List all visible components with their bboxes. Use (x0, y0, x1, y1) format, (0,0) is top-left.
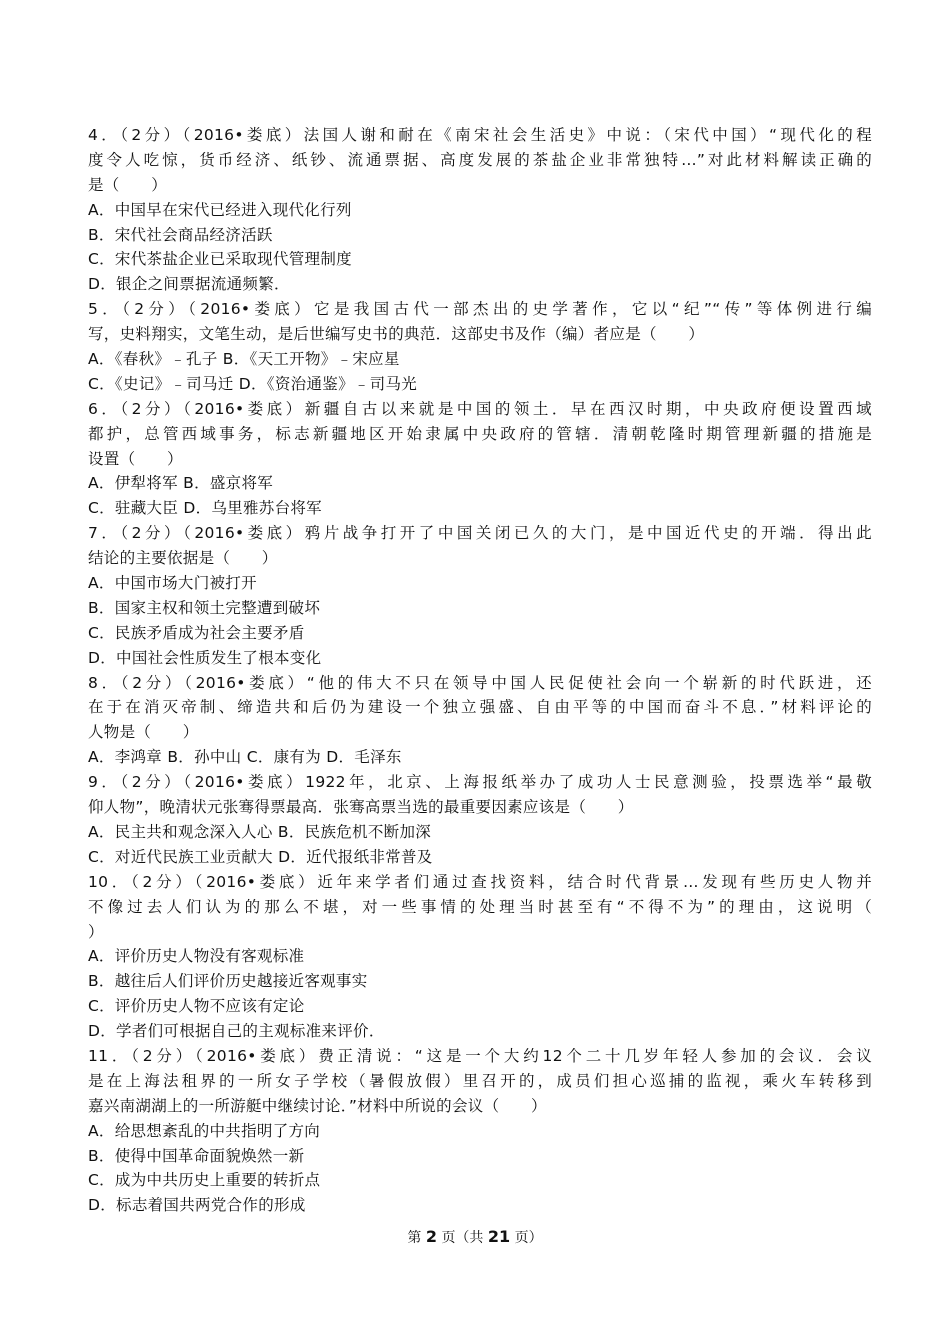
answer-option: A．民主共和观念深入人心 B．民族危机不断加深 (88, 822, 432, 841)
question-stem-line: 9．（2分）（2016•娄底）1922年，北京、上海报纸举办了成功人士民意测验，投票选举“最敬 (88, 773, 872, 792)
answer-option: A．李鸿章 B．孙中山 C．康有为 D．毛泽东 (88, 748, 402, 767)
question-stem-line: 8．（2分）（2016•娄底）“他的伟大不只在领导中国人民促使社会向一个崭新的时代跃进，还 (88, 673, 872, 692)
question-stem-line: 结论的主要依据是（ ） (88, 549, 278, 568)
footer-suffix: 页） (514, 1230, 543, 1246)
question-stem-line: 不像过去人们认为的那么不堪，对一些事情的处理当时甚至有“不得不为”的理由，这说明（ (88, 897, 872, 916)
question-block (88, 1044, 872, 1218)
answer-option: C．评价历史人物不应该有定论 (88, 997, 305, 1016)
answer-option: C．宋代茶盐企业已采取现代管理制度 (88, 250, 352, 269)
question-stem-line: 设置（ ） (88, 449, 183, 468)
answer-option: A．评价历史人物没有客观标准 (88, 947, 305, 966)
answer-option: A．伊犁将军 B．盛京将军 (88, 474, 274, 493)
question-stem-line: 度令人吃惊，货币经济、纸钞、流通票据、高度发展的茶盐企业非常独特…”对此材料解读正确的 (88, 150, 872, 169)
answer-option: D．学者们可根据自己的主观标准来评价． (88, 1022, 385, 1041)
question-stem-line: 是在上海法租界的一所女子学校（暑假放假）里召开的，成员们担心巡捕的监视，乘火车转移到 (88, 1071, 872, 1090)
answer-option: B．国家主权和领土完整遭到破坏 (88, 598, 321, 617)
total-page-number: 21 (487, 1227, 511, 1246)
question-stem-line: 6．（2分）（2016•娄底）新疆自古以来就是中国的领土．早在西汉时期，中央政府便设置西域 (88, 399, 872, 418)
question-stem-line: ） (88, 922, 104, 941)
question-block (88, 770, 872, 870)
answer-option: B．宋代社会商品经济活跃 (88, 225, 273, 244)
answer-option: A．给思想紊乱的中共指明了方向 (88, 1121, 321, 1140)
question-stem-line: 都护，总管西域事务，标志新疆地区开始隶属中央政府的管辖．清朝乾隆时期管理新疆的措施是 (88, 424, 872, 443)
answer-option: C．成为中共历史上重要的转折点 (88, 1171, 321, 1190)
answer-option: B．使得中国革命面貌焕然一新 (88, 1146, 305, 1165)
question-stem-line: 5．（2分）（2016•娄底）它是我国古代一部杰出的史学著作，它以“纪”“传”等体例进行编 (88, 300, 872, 319)
question-stem-line: 在于在消灭帝制、缔造共和后仍为建设一个独立强盛、自由平等的中国而奋斗不息．”材料评论的 (88, 698, 872, 717)
answer-option: A．中国早在宋代已经进入现代化行列 (88, 200, 352, 219)
question-block (88, 521, 872, 670)
answer-option: B．越往后人们评价历史越接近客观事实 (88, 972, 368, 991)
question-stem-line: 仰人物”，晚清状元张骞得票最高．张骞高票当选的最重要因素应该是（ ） (88, 798, 634, 817)
answer-option: A．《春秋》﹣孔子 B．《天工开物》﹣宋应星 (88, 350, 400, 369)
answer-option: C．对近代民族工业贡献大 D．近代报纸非常普及 (88, 847, 433, 866)
question-stem-line: 11．（2分）（2016•娄底）费正清说：“这是一个大约12个二十几岁年轻人参加的会议．会议 (88, 1046, 872, 1065)
question-block (88, 671, 872, 771)
question-stem-line: 写，史料翔实，文笔生动，是后世编写史书的典范．这部史书及作（编）者应是（ ） (88, 325, 705, 344)
question-block (88, 870, 872, 1044)
question-stem-line: 4．（2分）（2016•娄底）法国人谢和耐在《南宋社会生活史》中说：（宋代中国）“现代化的程 (88, 126, 872, 144)
current-page-number: 2 (425, 1227, 437, 1246)
question-stem-line: 人物是（ ） (88, 723, 199, 742)
question-stem-line: 7．（2分）（2016•娄底）鸦片战争打开了中国关闭已久的大门，是中国近代史的开端．得出此 (88, 524, 872, 543)
answer-option: D．标志着国共两党合作的形成 (88, 1196, 306, 1215)
question-block (88, 397, 872, 521)
answer-option: C．《史记》﹣司马迁 D．《资治通鉴》﹣司马光 (88, 374, 418, 393)
answer-option: C．民族矛盾成为社会主要矛盾 (88, 623, 305, 642)
answer-option: C．驻藏大臣 D．乌里雅苏台将军 (88, 499, 322, 518)
question-list (88, 123, 872, 1218)
question-stem-line: 是（ ） (88, 175, 168, 194)
question-stem-line: 嘉兴南湖湖上的一所游艇中继续讨论．”材料中所说的会议（ ） (88, 1096, 547, 1115)
answer-option: D．中国社会性质发生了根本变化 (88, 648, 322, 667)
question-stem-line: 10．（2分）（2016•娄底）近年来学者们通过查找资料，结合时代背景…发现有些历史人物并 (88, 872, 872, 891)
answer-option: A．中国市场大门被打开 (88, 574, 257, 593)
footer-mid: 页（共 (441, 1230, 484, 1246)
answer-option: D．银企之间票据流通频繁． (88, 275, 290, 294)
page-footer (0, 1227, 950, 1247)
question-block (88, 297, 872, 397)
question-block (88, 123, 872, 297)
footer-prefix: 第 (407, 1230, 422, 1246)
